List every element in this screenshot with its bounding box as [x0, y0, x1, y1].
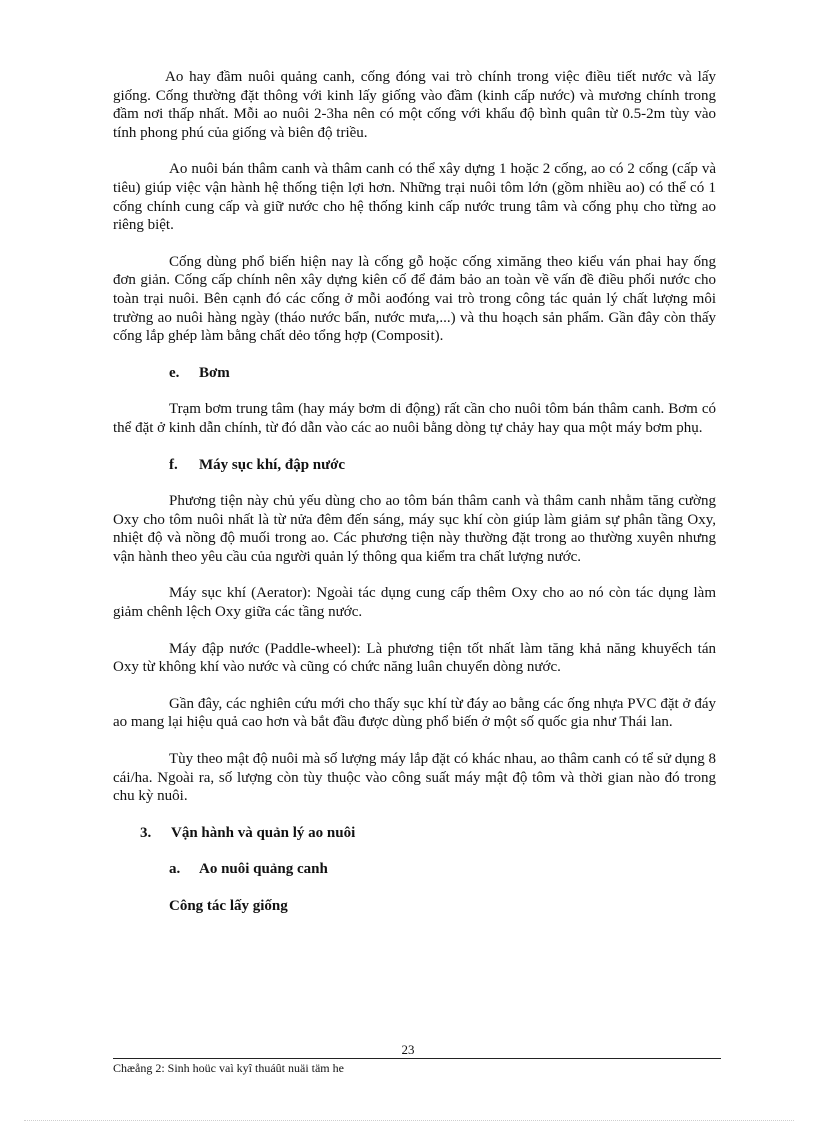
heading-title: Vận hành và quản lý ao nuôi — [171, 824, 356, 841]
paragraph-so-luong-may: Tùy theo mật độ nuôi mà số lượng máy lắp đặt có khác nhau, ao thâm canh có tể sử dụng 8 cái/ha. Ngoài ra, số lượng còn tùy thuộc vào công suất máy mật độ tôm và thời gian nào đó trong chu kỳ nuôi. — [113, 751, 716, 805]
paragraph-paddle-wheel: Máy đập nước (Paddle-wheel): Là phương tiện tốt nhất làm tăng khả năng khuyếch tán Oxy từ không khí vào nước và cũng có chức năng luân chuyển dòng nước. — [113, 640, 716, 676]
heading-may-suc-khi — [169, 456, 716, 475]
heading-marker: f. — [169, 456, 178, 473]
heading-bom — [169, 364, 716, 383]
heading-title: Máy sục khí, đập nước — [199, 456, 346, 473]
heading-ao-nuoi-quang-canh — [169, 860, 716, 879]
page-number: 23 — [401, 1042, 415, 1057]
paragraph-cong-ban-tham-canh: Ao nuôi bán thâm canh và thâm canh có thể xây dựng 1 hoặc 2 cống, ao có 2 cống (cấp và tiêu) giúp việc vận hành hệ thống tiện lợi hơn. Những trại nuôi tôm lớn (gồm nhiều ao) có thể có 1 cống chính cung cấp và giữ nước cho hệ thống kinh cấp nước trung tâm và cống phụ cho từng ao riêng biệt. — [113, 161, 716, 234]
paragraph-cong-quang-canh: Ao hay đầm nuôi quảng canh, cống đóng vai trò chính trong việc điều tiết nước và lấy giống. Cống thường đặt thông với kinh lấy giống vào đầm (kinh cấp nước) và mương chính trong đầm nơi thấp nhất. Mỗi ao nuôi 2-3ha nên có một cống với khẩu độ bình quân từ 0.5-2m tùy vào tính phong phú của giống và biên độ triều. — [113, 69, 716, 141]
paragraph-tram-bom: Trạm bơm trung tâm (hay máy bơm di động) rất cần cho nuôi tôm bán thâm canh. Bơm có thể đặt ở kinh dẫn chính, từ đó dẫn vào các ao nuôi bằng dòng tự chảy hay qua một máy bơm phụ. — [113, 401, 716, 436]
footer-divider — [113, 1058, 721, 1059]
page-edge-divider — [24, 1120, 794, 1121]
heading-title: Ao nuôi quảng canh — [199, 861, 328, 878]
heading-section-3 — [140, 824, 716, 843]
page-body — [113, 68, 716, 934]
paragraph-ong-nhua-pvc: Gần đây, các nghiên cứu mới cho thấy sục khí từ đáy ao bằng các ống nhựa PVC đặt ở đáy ao mang lại hiệu quả cao hơn và bắt đầu được dùng phổ biến ở một số quốc gia như Thái lan. — [113, 695, 716, 731]
running-footer: Chæång 2: Sinh hoüc vaì kyî thuáût nuäi täm he — [113, 1061, 344, 1075]
heading-marker: a. — [169, 861, 181, 878]
paragraph-phuong-tien: Phương tiện này chủ yếu dùng cho ao tôm bán thâm canh và thâm canh nhằm tăng cường Oxy cho tôm nuôi nhất là từ nửa đêm đến sáng, máy sục khí còn giúp làm giảm sự phân tầng Oxy, nhiệt độ và nồng độ muối trong ao. Các phương tiện này thường đặt trong ao thường xuyên nhưng vận hành theo yêu cầu của người quản lý thông qua kiểm tra chất lượng nước. — [113, 493, 716, 565]
paragraph-loai-cong: Cống dùng phổ biến hiện nay là cống gỗ hoặc cống ximăng theo kiểu ván phai hay ống đơn giản. Cống cấp chính nên xây dựng kiên cố để đảm bảo an toàn về vấn đề điều phối nước cho toàn trại nuôi. Bên cạnh đó các cống ở mỗi aođóng vai trò trong công tác quản lý chất lượng môi trường ao nuôi hàng ngày (tháo nước bẩn, nước mưa,...) và thu hoạch sản phẩm. Gần đây còn thấy cống lắp ghép làm bằng chất dẻo tổng hợp (Composit). — [113, 253, 716, 345]
heading-title: Bơm — [199, 364, 230, 381]
heading-cong-tac-lay-giong: Công tác lấy giống — [169, 898, 288, 914]
heading-marker: e. — [169, 364, 180, 381]
heading-marker: 3. — [140, 824, 152, 841]
paragraph-aerator: Máy sục khí (Aerator): Ngoài tác dụng cung cấp thêm Oxy cho ao nó còn tác dụng làm giảm chênh lệch Oxy giữa các tầng nước. — [113, 585, 716, 621]
